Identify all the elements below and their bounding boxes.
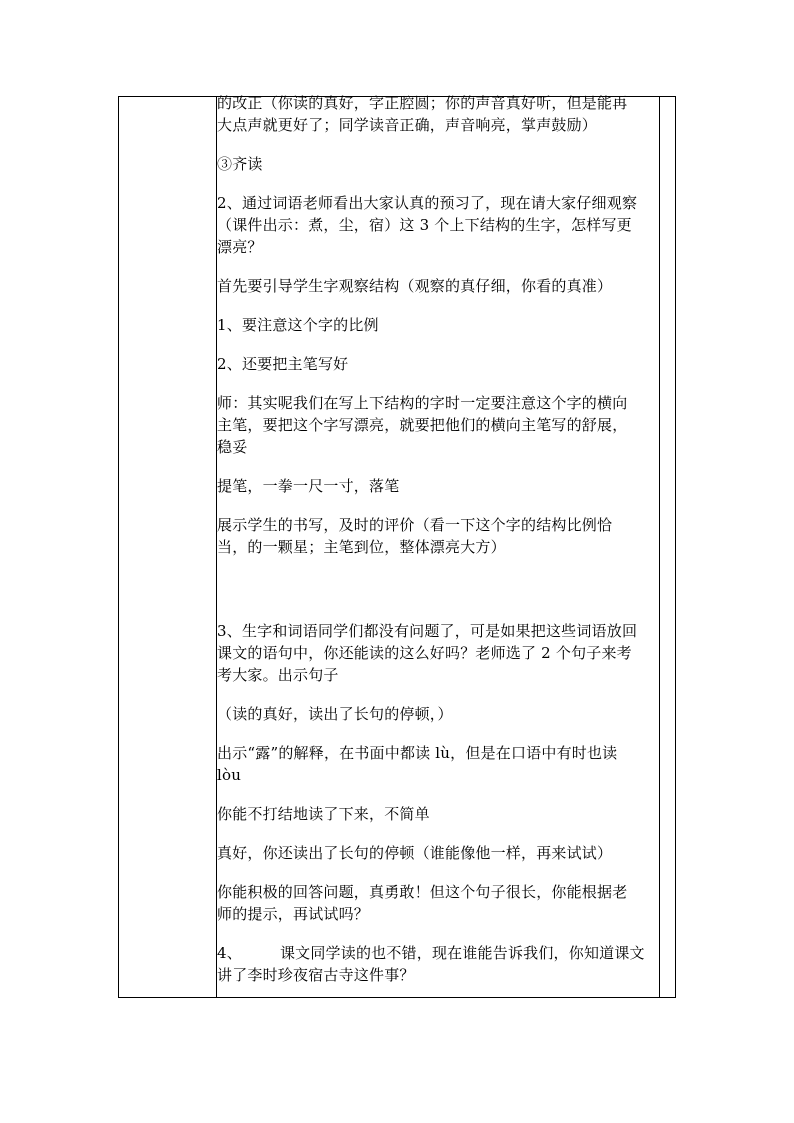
paragraph-observe-characters: 2、通过词语老师看出大家认真的预习了，现在请大家仔细观察 （课件出示：煮，尘，宿）这 3 个上下结构的生字，怎样写更 漂亮？ xyxy=(217,194,638,256)
paragraph-sentences: 3、生字和词语同学们都没有问题了，可是如果把这些词语放回 课文的语句中，你还能读的这么好吗？老师选了 2 个句子来考 考大家。出示句子 xyxy=(217,622,638,684)
paragraph-lu-pronunciation: 出示“露”的解释，在书面中都读 lù，但是在口语中有时也读 lòu xyxy=(217,744,618,784)
column-divider xyxy=(675,96,676,998)
paragraph-read-together: ③齐读 xyxy=(217,155,263,173)
column-divider xyxy=(659,96,660,998)
paragraph-brave: 你能积极的回答问题，真勇敢！但这个句子很长，你能根据老 师的提示，再试试吗？ xyxy=(217,883,628,923)
paragraph-good-pause: 真好，你还读出了长句的停顿（谁能像他一样，再来试试） xyxy=(217,844,613,862)
paragraph-correction: 的改正（你读的真好，字正腔圆；你的声音真好听，但是能再 大点声就更好了；同学读音正确，声音响亮，掌声鼓励） xyxy=(217,94,628,134)
paragraph-fluent: 你能不打结地读了下来，不简单 xyxy=(217,805,430,823)
paragraph-text-story: 4、 课文同学读的也不错，现在谁能告诉我们，你知道课文 讲了李时珍夜宿古寺这件事？ xyxy=(217,944,645,984)
paragraph-point-1: 1、要注意这个字的比例 xyxy=(217,316,379,334)
paragraph-writing-posture: 提笔，一拳一尺一寸，落笔 xyxy=(217,477,400,495)
paragraph-guide-structure: 首先要引导学生字观察结构（观察的真仔细，你看的真准） xyxy=(217,277,613,295)
paragraph-praise-pause: （读的真好，读出了长句的停顿，） xyxy=(217,705,453,723)
paragraph-show-writing: 展示学生的书写，及时的评价（看一下这个字的结构比例恰 当，的一颗星；主笔到位，整体漂亮大方） xyxy=(217,516,613,556)
paragraph-teacher-note: 师：其实呢我们在写上下结构的字时一定要注意这个字的横向 主笔，要把这个字写漂亮，就要把他们的横向主笔写的舒展， 稳妥 xyxy=(217,394,628,456)
paragraph-point-2: 2、还要把主笔写好 xyxy=(217,355,349,373)
lesson-content-cell xyxy=(217,92,657,986)
